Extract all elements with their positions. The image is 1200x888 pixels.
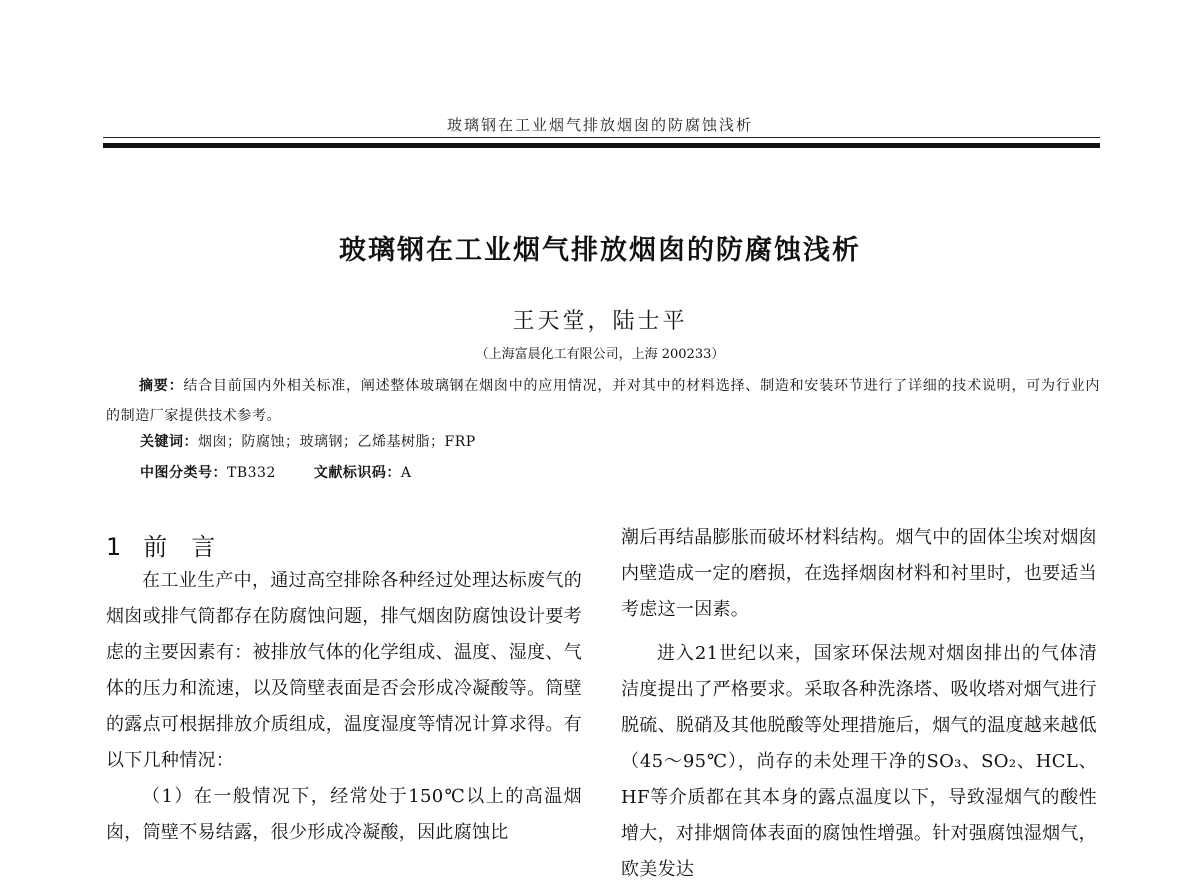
paragraph: （1）在一般情况下，经常处于150℃以上的高温烟囱，筒壁不易结露，很少形成冷凝酸，因此腐蚀比 — [106, 786, 582, 843]
abstract-text: 结合目前国内外相关标准，阐述整体玻璃钢在烟囱中的应用情况，并对其中的材料选择、制造和安装环节进行了详细的技术说明，可为行业内的制造厂家提供技术参考。 — [106, 378, 1100, 424]
affiliation: （上海富晨化工有限公司，上海 200233） — [475, 347, 725, 362]
running-header: 玻璃钢在工业烟气排放烟囱的防腐蚀浅析 — [446, 116, 753, 134]
section-number: 1 — [106, 533, 122, 561]
classification-value: TB332 — [227, 465, 276, 481]
doc-code-label: 文献标识码： — [313, 465, 401, 481]
paragraph: 在工业生产中，通过高空排除各种经过处理达标废气的烟囱或排气筒都存在防腐蚀问题，排气烟囱防腐蚀设计要考虑的主要因素有：被排放气体的化学组成、温度、湿度、气体的压力和流速，以及筒壁表面是否会形成冷凝酸等。筒壁的露点可根据排放介质组成，温度湿度等情况计算求得。有以下几种情况： — [106, 570, 582, 771]
authors: 王天堂，陆士平 — [512, 309, 688, 334]
header-rule-thick — [103, 143, 1100, 148]
classification-label: 中图分类号： — [140, 465, 227, 481]
classification-line — [140, 462, 411, 482]
keywords-text: 烟囱；防腐蚀；玻璃钢；乙烯基树脂；FRP — [198, 434, 476, 450]
abstract — [106, 371, 1100, 431]
paragraph: 潮后再结晶膨胀而破坏材料结构。烟气中的固体尘埃对烟囱内壁造成一定的磨损，在选择烟囱材料和衬里时，也要适当考虑这一因素。 — [621, 527, 1097, 620]
header-rule-thin — [103, 137, 1100, 138]
doc-code-value: A — [400, 465, 412, 481]
paragraph: 进入21世纪以来，国家环保法规对烟囱排出的气体清洁度提出了严格要求。采取各种洗涤塔、吸收塔对烟气进行脱硫、脱硝及其他脱酸等处理措施后，烟气的温度越来越低（45～95℃），尚存的未处理干净的SO₃、SO₂、HCL、HF等介质都在其本身的露点温度以下，导致湿烟气的酸性增大，对排烟筒体表面的腐蚀性增强。针对强腐蚀湿烟气，欧美发达 — [621, 643, 1097, 880]
section-title: 前言 — [143, 533, 240, 561]
left-column — [106, 563, 582, 851]
right-column — [621, 520, 1097, 888]
keywords-label: 关键词： — [140, 434, 198, 450]
article-title: 玻璃钢在工业烟气排放烟囱的防腐蚀浅析 — [339, 235, 861, 266]
abstract-label: 摘要： — [139, 378, 184, 394]
section-heading — [106, 527, 239, 562]
keywords — [140, 431, 476, 451]
